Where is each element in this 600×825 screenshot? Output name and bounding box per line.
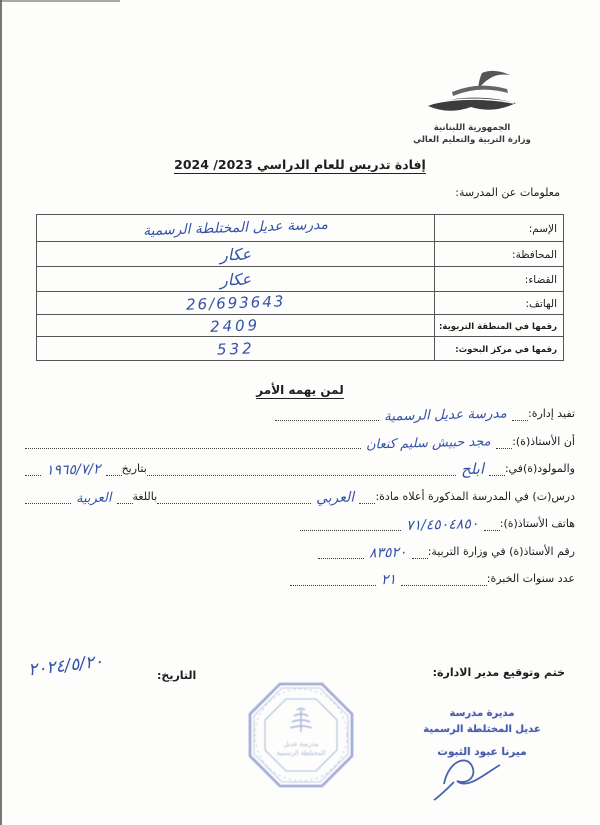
handwritten-language: العربية [75, 490, 112, 506]
table-row [37, 215, 563, 242]
director-signature-icon [430, 752, 508, 806]
school-stamp-icon [240, 672, 362, 804]
handwritten-teacher-phone: ٧١/٤٥٠٤٨٥٠ [406, 516, 479, 534]
ministry-logo [382, 70, 562, 147]
book-bird-icon [382, 70, 562, 122]
line-birth: والمولود(ة)في: ابلح بتاريخ ١٩٦٥/٧/٢ [25, 459, 575, 476]
handwritten-birthplace: ابلح [460, 459, 485, 479]
org-name-line1: الجمهورية اللبنانية [433, 123, 511, 133]
row-label-name: الإسم: [434, 215, 563, 241]
table-row [37, 292, 563, 315]
director-title-line2: عديل المختلطة الرسمية [423, 723, 541, 735]
handwritten-research-number: 532 [216, 338, 255, 359]
table-row [37, 267, 563, 292]
scan-edge-artifact [0, 0, 2, 825]
stamp-center-text-2: المختلطة الرسمية [276, 749, 326, 757]
handwritten-school-name: مدرسة عديل المختلطة الرسمية [142, 216, 329, 240]
table-row [37, 315, 563, 337]
director-title-line1: مديرة مدرسة [449, 708, 515, 719]
handwritten-phone: 26/693643 [185, 292, 286, 314]
row-label-region-number: رقمها في المنطقة التربوية: [434, 315, 563, 336]
concern-title: لمن يهمه الأمر [256, 383, 344, 397]
handwritten-governorate: عكار [219, 243, 252, 265]
stamp-signature-label: ختم وتوقيع مدير الادارة: [432, 666, 565, 679]
stamp-center-text-1: مدرسة عديل [283, 740, 319, 748]
handwritten-district: عكار [219, 268, 252, 290]
handwritten-birthdate: ١٩٦٥/٧/٢ [45, 461, 101, 479]
table-row [37, 337, 563, 360]
line-teacher-name: أن الأستاذ(ة): مجد حبيش سليم كنعان [25, 432, 575, 449]
handwritten-administration: مدرسة عديل الرسمية [383, 405, 508, 425]
line-experience-years: عدد سنوات الخبرة: ٢١ [290, 569, 575, 586]
line-administration: تفيد إدارة: مدرسة عديل الرسمية [275, 404, 575, 421]
handwritten-subject: العربي [316, 489, 355, 506]
school-info-table [36, 214, 564, 361]
handwritten-experience-years: ٢١ [380, 571, 397, 589]
school-info-section-label: معلومات عن المدرسة: [455, 186, 560, 199]
handwritten-ministry-number: ٨٣٥٢٠ [368, 544, 407, 561]
row-label-district: القضاء: [434, 267, 563, 291]
handwritten-teacher-name: مجد حبيش سليم كنعان [366, 433, 492, 453]
line-ministry-number: رقم الأستاذ(ة) في وزارة التربية: ٨٣٥٢٠ [275, 542, 575, 559]
org-name-line2: وزارة التربية والتعليم العالي [413, 135, 531, 146]
scan-edge-artifact-top [0, 0, 120, 2]
table-row [37, 242, 563, 267]
row-label-governorate: المحافظة: [434, 242, 563, 266]
handwritten-region-number: 2409 [210, 315, 261, 336]
row-label-research-number: رقمها في مركز البحوث: [434, 337, 563, 360]
handwritten-date: ٢٠٢٤/٥/٢٠ [27, 651, 105, 681]
director-name: ميرنا عبود الثبوت [437, 746, 527, 758]
document-title: إفادة تدريس للعام الدراسي 2023/ 2024 [174, 157, 426, 172]
line-teacher-phone: هاتف الأستاذ(ة): ٧١/٤٥٠٤٨٥٠ [300, 514, 575, 531]
row-label-phone: الهاتف: [434, 292, 563, 314]
line-subject: درس(ت) في المدرسة المذكورة أعلاه مادة: العربي باللغة العربية [25, 487, 575, 504]
cedar-tree-icon [290, 709, 312, 733]
certificate-body [25, 404, 575, 597]
date-label: التاريخ: [157, 669, 197, 682]
